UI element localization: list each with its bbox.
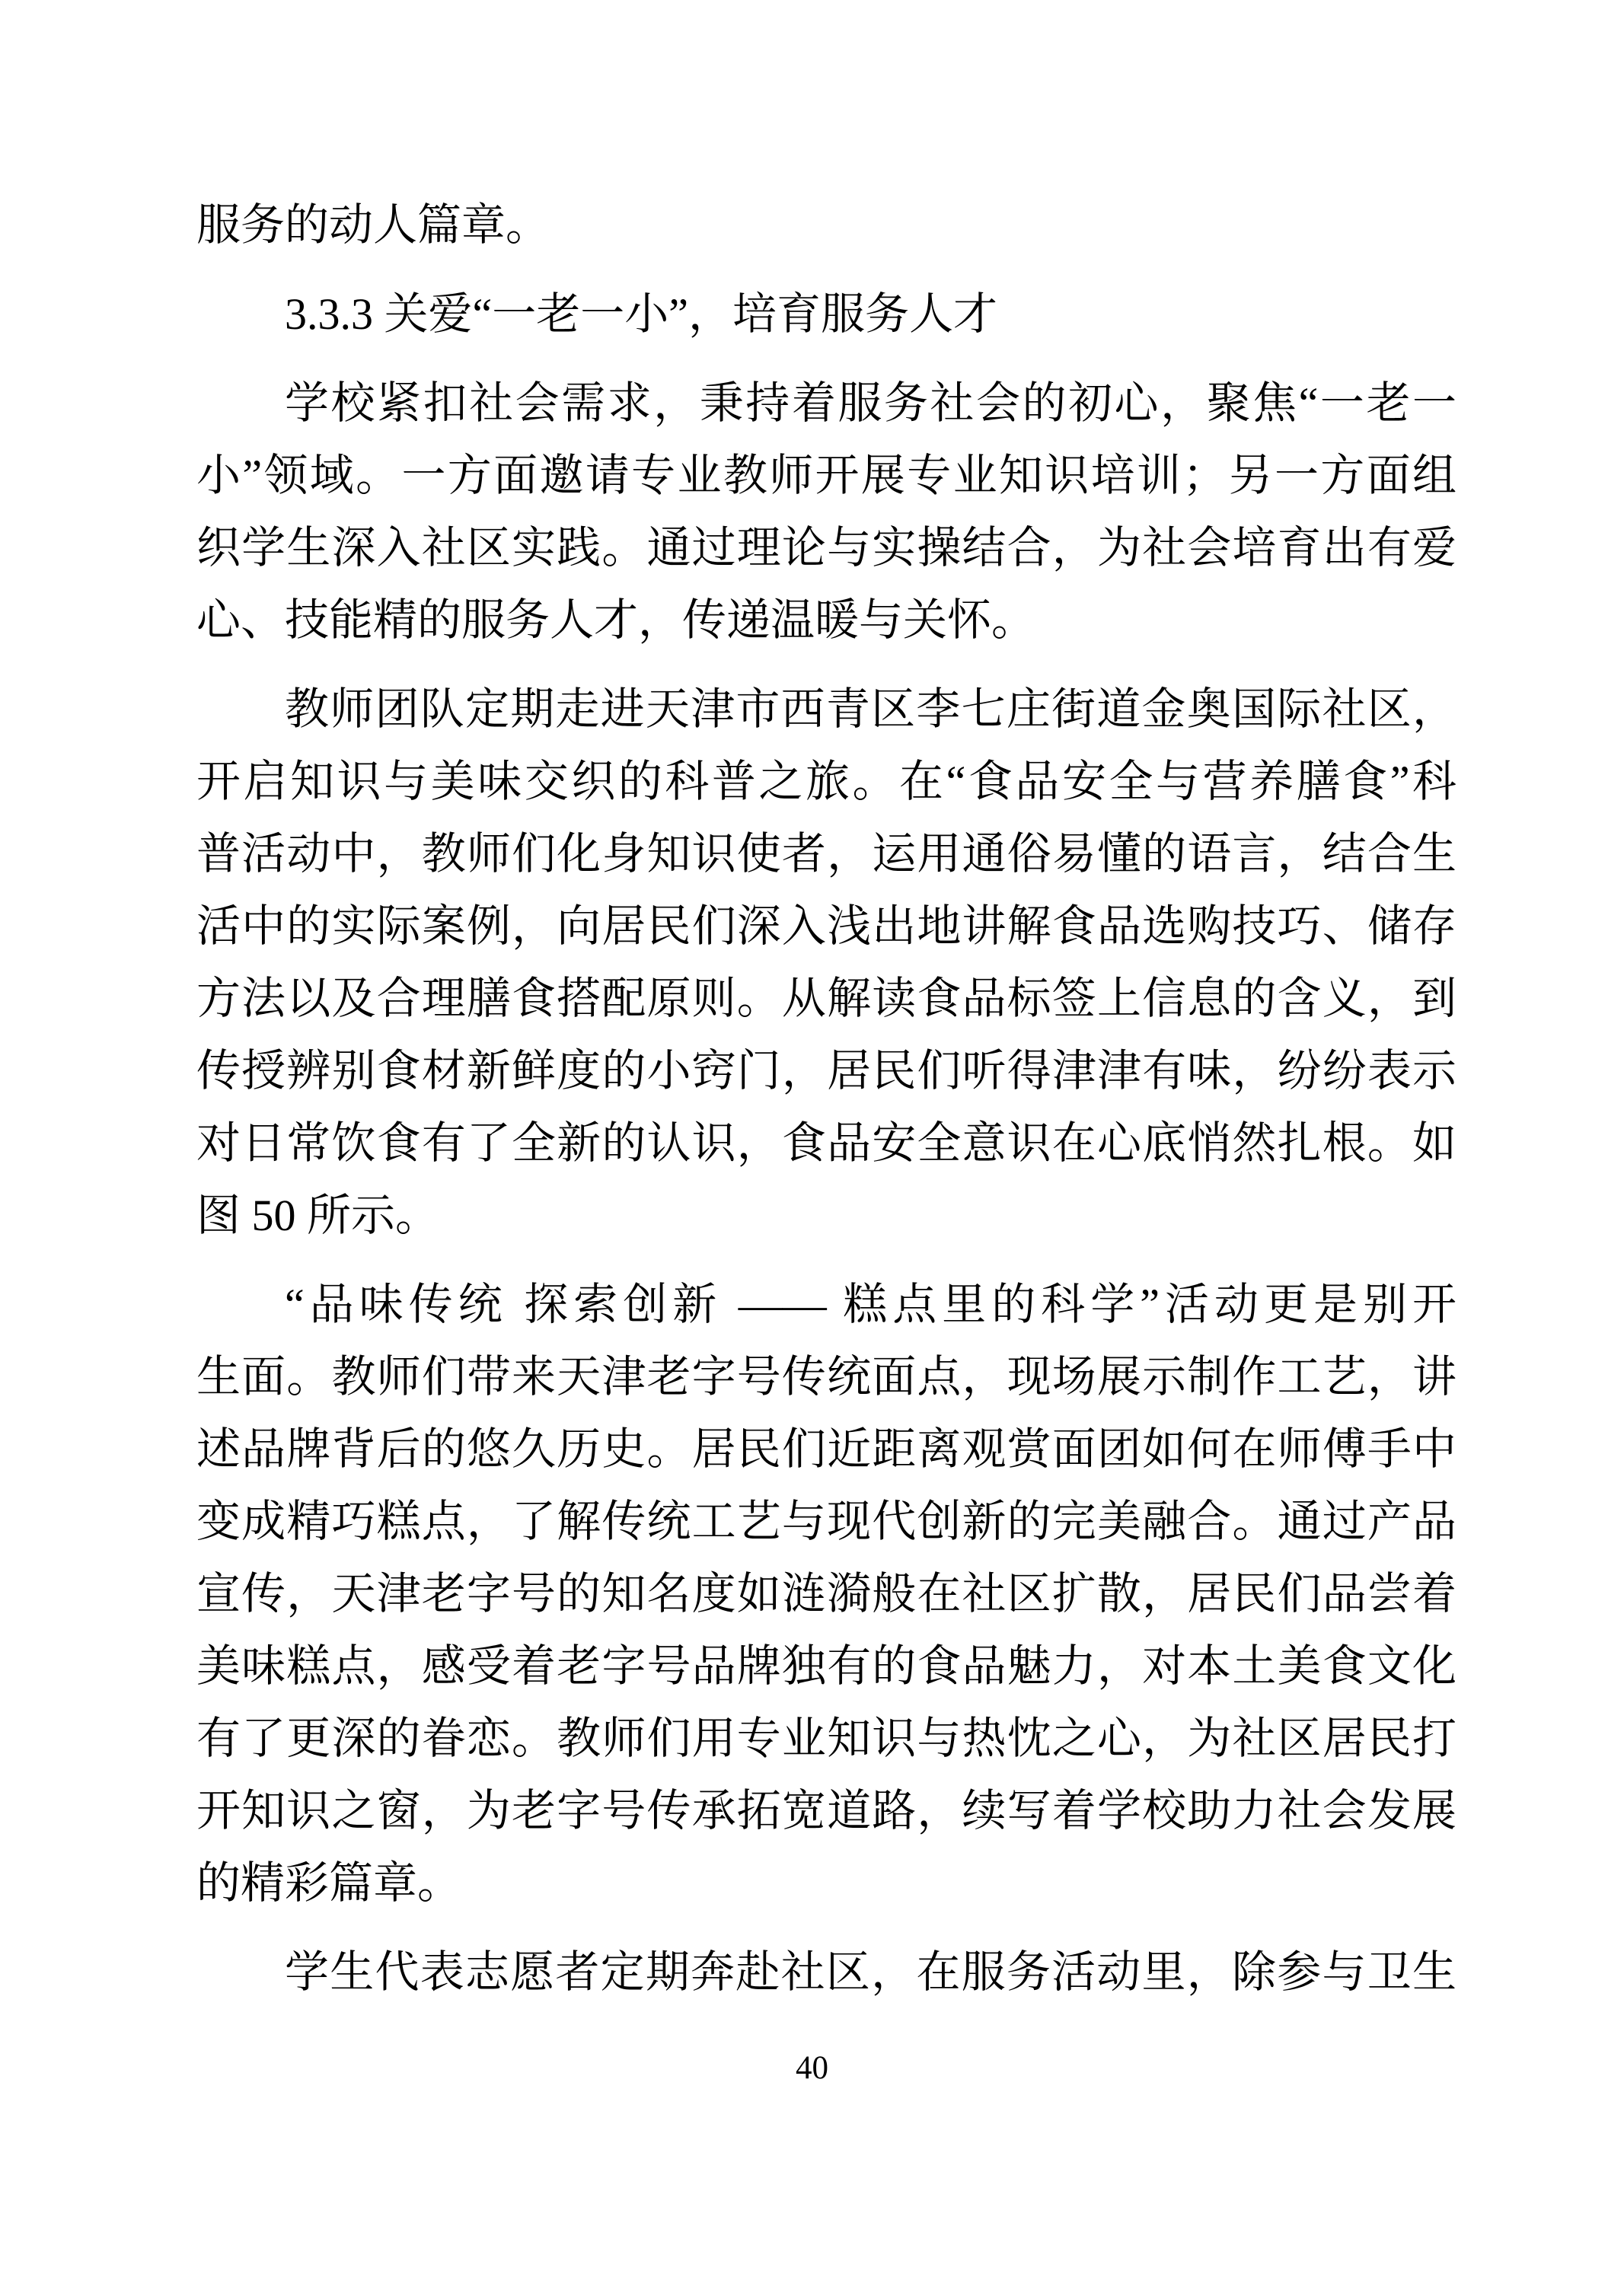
text-line: 服务的动人篇章。	[196, 200, 550, 250]
text-line: 普活动中，教师们化身知识使者，运用通俗易懂的语言，结合生	[196, 829, 1456, 879]
paragraph-1	[196, 367, 1456, 656]
text-line: 宣传，天津老字号的知名度如涟漪般在社区扩散，居民们品尝着	[196, 1569, 1456, 1618]
text-line: 活中的实际案例，向居民们深入浅出地讲解食品选购技巧、储存	[196, 901, 1456, 951]
section-heading-block	[196, 278, 1456, 350]
text-line: 开启知识与美味交织的科普之旅。在“食品安全与营养膳食”科	[196, 757, 1456, 806]
text-line: “品味传统 探索创新 —— 糕点里的科学”活动更是别开	[285, 1280, 1456, 1329]
text-line: 开知识之窗，为老字号传承拓宽道路，续写着学校助力社会发展	[196, 1786, 1456, 1835]
paragraph-2	[196, 673, 1456, 1252]
paragraph-4	[196, 1936, 1456, 2008]
page-number: 40	[796, 2050, 828, 2086]
text-line: 变成精巧糕点，了解传统工艺与现代创新的完美融合。通过产品	[196, 1497, 1456, 1546]
text-line: 图 50 所示。	[196, 1191, 440, 1240]
text-line: 的精彩篇章。	[196, 1858, 462, 1908]
page-content	[196, 189, 1456, 2025]
text-line: 有了更深的眷恋。教师们用专业知识与热忱之心，为社区居民打	[196, 1714, 1456, 1763]
text-line: 方法以及合理膳食搭配原则。从解读食品标签上信息的含义，到	[196, 974, 1456, 1023]
text-line: 学校紧扣社会需求，秉持着服务社会的初心，聚焦“一老一	[285, 378, 1456, 428]
intro-paragraph	[196, 189, 1456, 261]
text-line: 织学生深入社区实践。通过理论与实操结合，为社会培育出有爱	[196, 523, 1456, 572]
text-line: 述品牌背后的悠久历史。居民们近距离观赏面团如何在师傅手中	[196, 1424, 1456, 1474]
text-line: 心、技能精的服务人才，传递温暖与关怀。	[196, 595, 1036, 645]
text-line: 对日常饮食有了全新的认识，食品安全意识在心底悄然扎根。如	[196, 1118, 1456, 1168]
text-line: 小”领域。一方面邀请专业教师开展专业知识培训；另一方面组	[196, 451, 1456, 500]
text-line: 传授辨别食材新鲜度的小窍门，居民们听得津津有味，纷纷表示	[196, 1046, 1456, 1095]
text-line: 生面。教师们带来天津老字号传统面点，现场展示制作工艺，讲	[196, 1352, 1456, 1402]
text-line: 教师团队定期走进天津市西青区李七庄街道金奥国际社区，	[285, 684, 1456, 734]
paragraph-3	[196, 1268, 1456, 1919]
section-heading: 3.3.3 关爱“一老一小”，培育服务人才	[285, 289, 997, 339]
text-line: 学生代表志愿者定期奔赴社区，在服务活动里，除参与卫生	[285, 1947, 1456, 1997]
text-line: 美味糕点，感受着老字号品牌独有的食品魅力，对本土美食文化	[196, 1641, 1456, 1691]
